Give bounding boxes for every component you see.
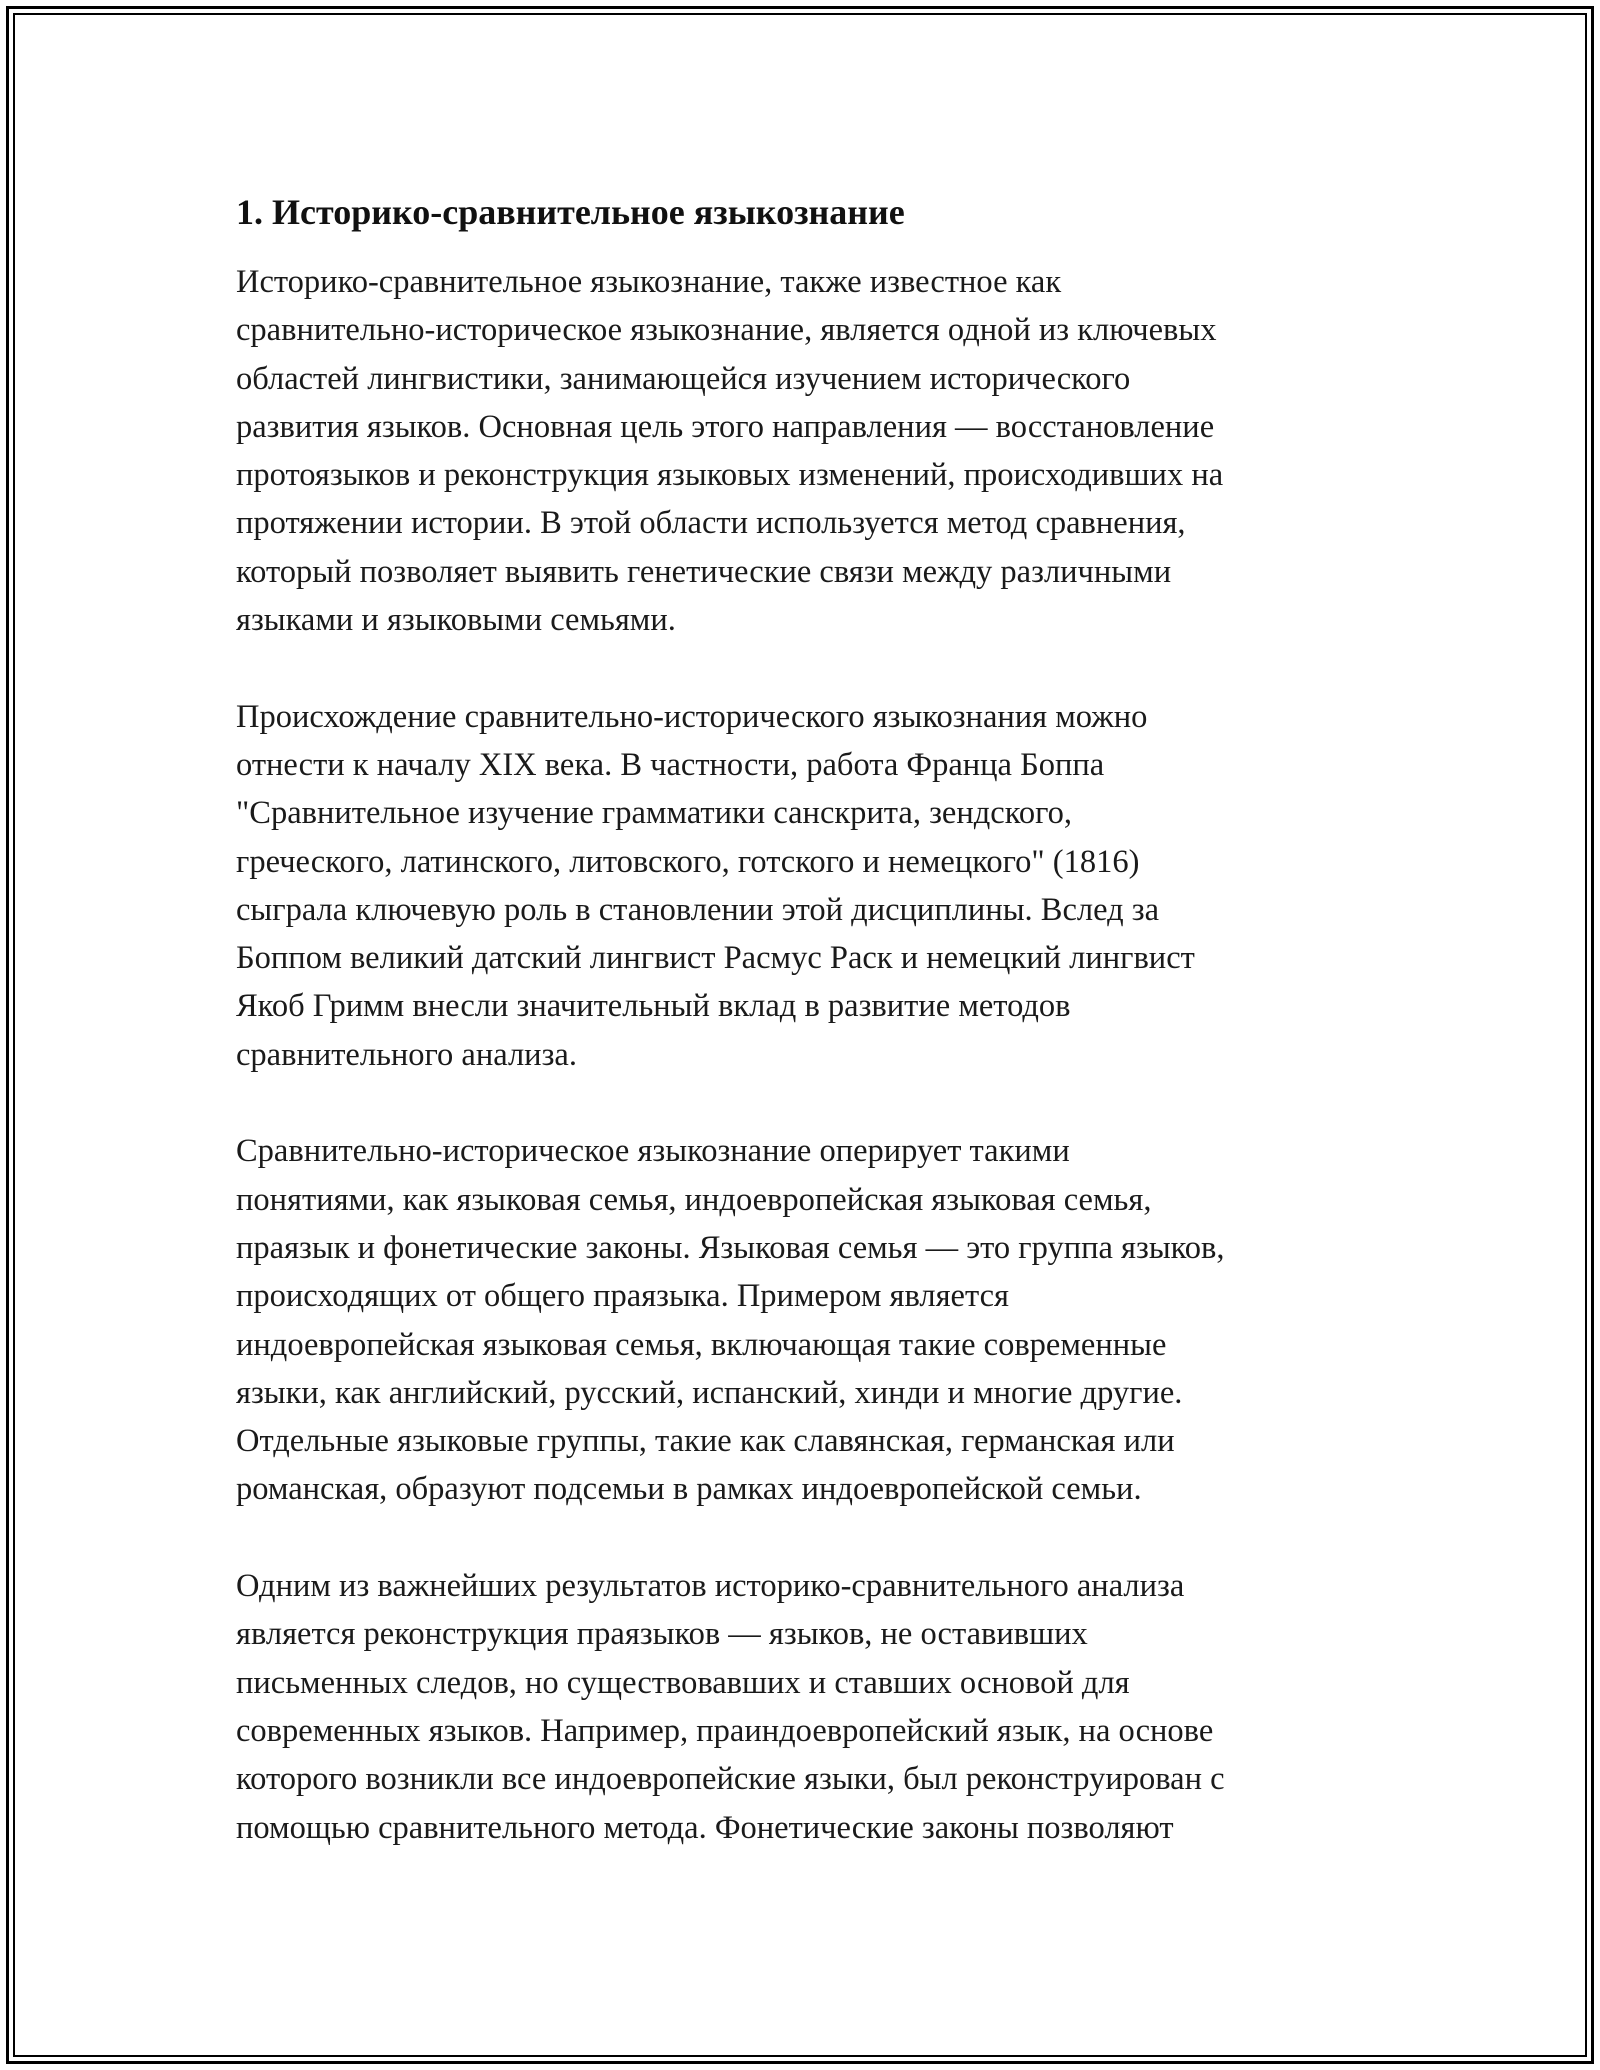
paragraph-2: Происхождение сравнительно-исторического языкознания можно отнести к началу XIX века. В частности, работа Франца Боппа "Сравнительное изучение грамматики санскрита, зендского, греческого, латинского, литовского, готского и немецкого" (1816) сыграла ключевую роль в становлении этой дисциплины. Вслед за Боппом великий датский лингвист Расмус Раск и немецкий лингвист Якоб Гримм внесли значительный вклад в развитие методов сравнительного анализа. <box>236 698 1195 1073</box>
paragraph-4: Одним из важнейших результатов историко-сравнительного анализа является реконструкция праязыков — языков, не оставивших письменных следов, но существовавших и ставших основой для современных языков. Например, праиндоевропейский язык, на основе которого возникли все индоевропейские языки, был реконструирован с помощью сравнительного метода. Фонетические законы позволяют <box>236 1568 1225 1846</box>
document-page <box>236 186 1376 1900</box>
section-heading: 1. Историко-сравнительное языкознание <box>236 192 905 232</box>
paragraph-1: Историко-сравнительное языкознание, также известное как сравнительно-историческое языкознание, является одной из ключевых областей лингвистики, занимающейся изучением исторического развития языков. Основная цель этого направления — восстановление протоязыков и реконструкция языковых изменений, происходивших на протяжении истории. В этой области используется метод сравнения, который позволяет выявить генетические связи между различными языками и языковыми семьями. <box>236 264 1224 639</box>
paragraph-3: Сравнительно-историческое языкознание оперирует такими понятиями, как языковая семья, индоевропейская языковая семья, праязык и фонетические законы. Языковая семья — это группа языков, происходящих от общего праязыка. Примером является индоевропейская языковая семья, включающая такие современные языки, как английский, русский, испанский, хинди и многие другие. Отдельные языковые группы, такие как славянская, германская или романская, образуют подсемьи в рамках индоевропейской семьи. <box>236 1133 1225 1508</box>
